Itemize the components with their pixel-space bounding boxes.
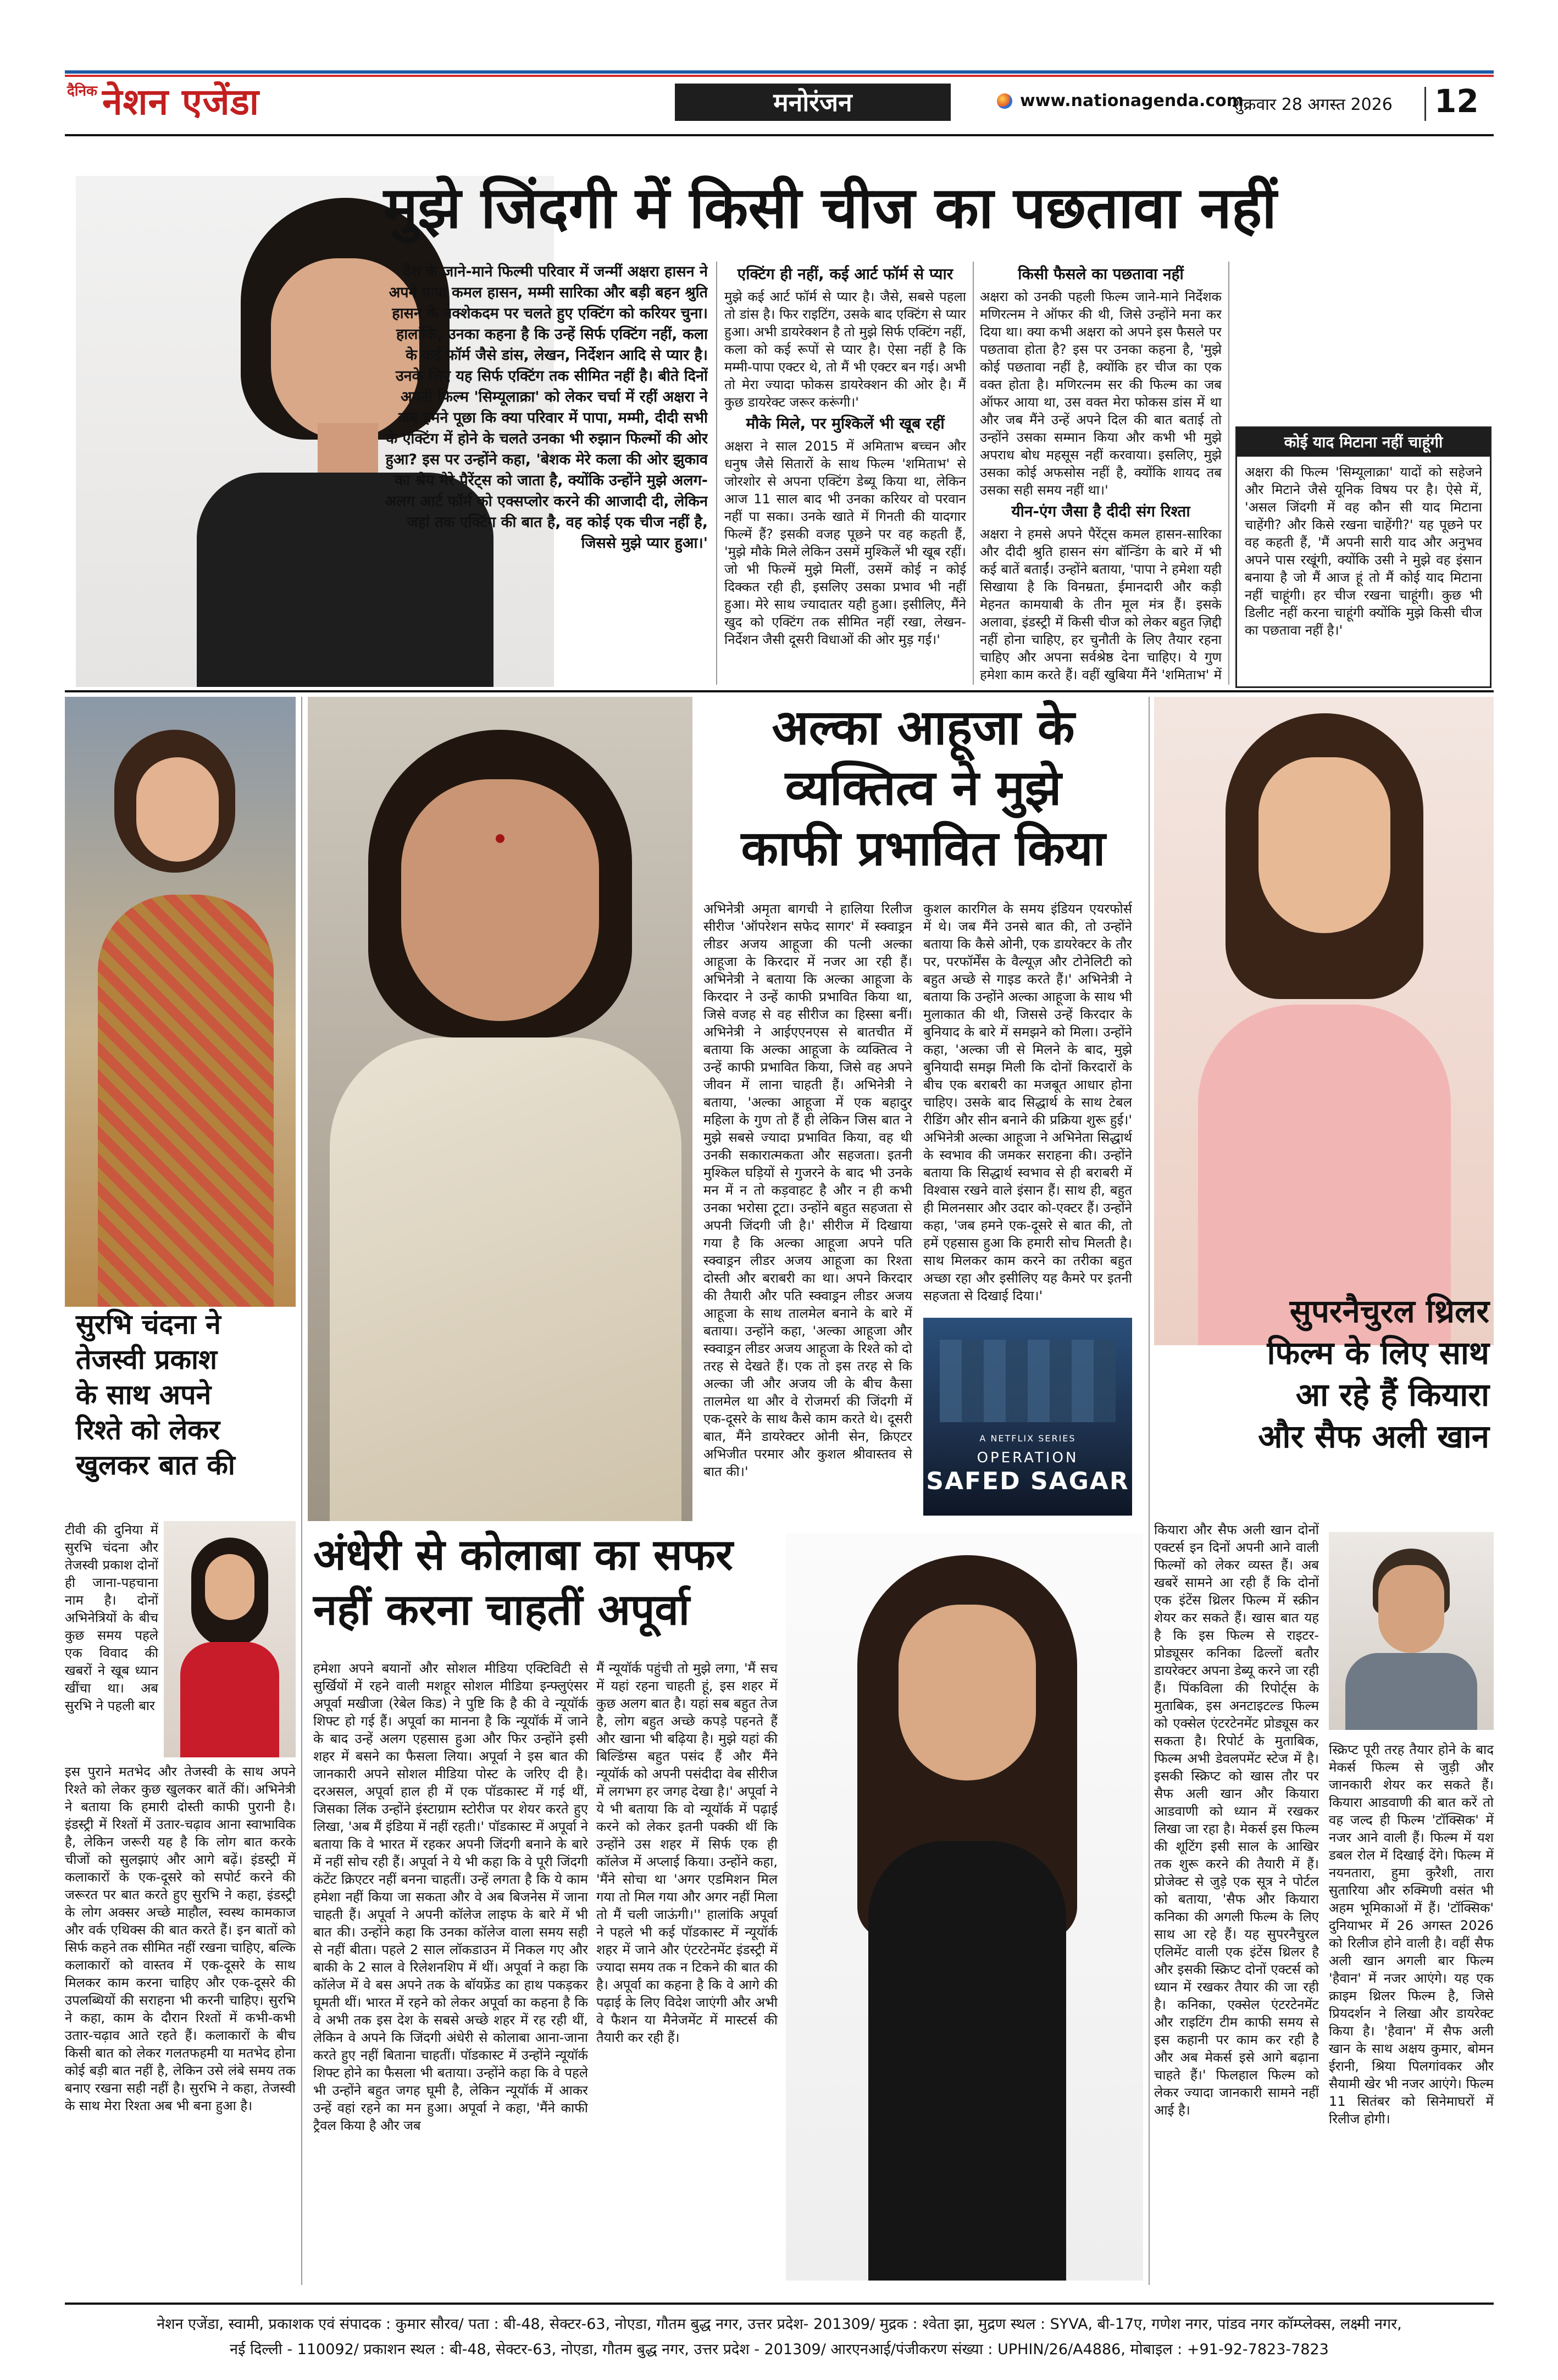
alka-headline bbox=[703, 697, 1143, 878]
surbhi-col-intro bbox=[65, 1521, 158, 1752]
subhead: यीन-एंग जैसा है दीदी संग रिश्ता bbox=[1011, 502, 1190, 520]
akshara-intro-text: देश के जाने-माने फिल्मी परिवार में जन्मीं अक्षरा हासन ने अपने पापा कमल हासन, मम्मी सारिका और बड़ी बहन श्रुति हासन के नक्शेकदम पर चलते हुए एक्टिंग को करियर चुना। हालांकि, उनका कहना है कि उन्हें सिर्फ एक्टिंग नहीं, कला के कई फॉर्म जैसे डांस, लेखन, निर्देशन आदि से प्यार है। उनके लिए यह सिर्फ एक्टिंग तक सीमित नहीं है। बीते दिनों अपनी फिल्म 'सिम्यूलाक्रा' को लेकर चर्चा में रहीं अक्षरा ने जब हमने पूछा कि क्या परिवार में पापा, मम्मी, दीदी सभी के एक्टिंग में होने के चलते उनका भी रुझान फिल्मों की ओर हुआ? इस पर उन्होंने कहा, 'बेशक मेरे कला की ओर झुकाव का श्रेय मेरे पैरेंट्स को जाता है, क्योंकि उन्होंने मुझे अलग-अलग आर्ट फॉर्म को एक्सप्लोर करने की आजादी दी, लेकिन जहां तक एक्टिंग की बात है, वह कोई एक चीज नहीं है, जिससे मुझे प्यार हुआ।' bbox=[385, 263, 708, 552]
story-alka bbox=[308, 697, 1143, 1521]
photo-saree bbox=[330, 1038, 681, 1521]
body-text: अक्षरा ने साल 2015 में अमिताभ बच्चन और धनुष जैसे सितारों के साथ फिल्म 'शमिताभ' से जोरशोर से अपना एक्टिंग डेब्यू किया था, लेकिन आज 11 साल बाद भी उनका करियर वो परवान नहीं पा सका। उनके खाते में गिनती की यादगार फिल्में हैं? इसकी वजह पूछने पर वह कहती हैं, 'मुझे मौके मिले लेकिन उसमें मुश्किलें भी खूब रहीं। जो भी फिल्में मुझे मिलीं, उसमें कोई न कोई दिक्कत रही ही, इसलिए उसका प्रभाव भी नहीं हुआ। मेरे साथ ज्यादातर यही हुआ। इसीलिए, मैंने खुद को एक्टिंग तक सीमित नहीं रखा, लेखन-निर्देशन जैसी दूसरी विधाओं की ओर मुड़ गई।' bbox=[724, 439, 966, 647]
section-label bbox=[675, 84, 951, 121]
column-rule bbox=[716, 262, 717, 685]
column-rule bbox=[973, 262, 974, 685]
memory-box-body bbox=[1245, 463, 1482, 681]
body-text: टीवी की दुनिया में सुरभि चंदना और तेजस्वी प्रकाश दोनों ही जाना-पहचाना नाम है। दोनों अभिनेत्रियों के बीच कुछ समय पहले एक विवाद की खबरों ने खूब ध्यान खींचा था। अब सुरभि ने पहली बार bbox=[65, 1522, 158, 1713]
globe-icon bbox=[997, 93, 1012, 109]
body-text: इस पुराने मतभेद और तेजस्वी के साथ अपने रिश्ते को लेकर कुछ खुलकर बातें कीं। अभिनेत्री ने बताया कि हमारी दोस्ती काफी पुरानी है। इंडस्ट्री में रिश्तों में उतार-चढ़ाव आना स्वाभाविक है, लेकिन जरूरी यह है कि लोग बात करके चीजों को सुलझाएं और आगे बढ़ें। इंडस्ट्री में कलाकारों के एक-दूसरे को सपोर्ट करने की जरूरत पर बात करते हुए सुरभि ने कहा, इंडस्ट्री के लोग अक्सर अच्छे माहौल, स्वस्थ कामकाज और वर्क एथिक्स की बात करते हैं। इन बातों को सिर्फ कहने तक सीमित नहीं रखना चाहिए, बल्कि कलाकारों को वास्तव में एक-दूसरे के साथ मिलकर काम करना चाहिए और एक-दूसरे की उपलब्धियों की सराहना भी करनी चाहिए। सुरभि ने कहा, काम के दौरान रिश्तों में कभी-कभी उतार-चढ़ाव आते रहते हैं। कलाकारों के बीच किसी बात को लेकर गलतफहमी या मतभेद होना कोई बड़ी बात नहीं है, लेकिन उसे लंबे समय तक बनाए रखना सही नहीं है। सुरभि ने कहा, तेजस्वी के साथ मेरा रिश्ता अब भी बना हुआ है। bbox=[65, 1764, 296, 2113]
imprint-line-2: नई दिल्ली - 110092/ प्रकाशन स्थल : बी-48, सेक्टर-63, नोएडा, गौतम बुद्ध नगर, उत्तर प्रदेश - 201309/ आरएनआई/पंजीकरण संख्या : UPHIN/26/A4886, मोबाइल : +91-92-7823-7823 bbox=[230, 2341, 1329, 2358]
amruta-photo bbox=[308, 697, 692, 1521]
poster-title-line2: SAFED SAGAR bbox=[926, 1467, 1129, 1495]
poster-title-line1: OPERATION bbox=[977, 1450, 1079, 1466]
photo-dress bbox=[98, 895, 274, 1307]
photo-face bbox=[899, 1605, 1036, 1780]
surbhi-col-body bbox=[65, 1763, 296, 2279]
memory-box bbox=[1235, 426, 1492, 688]
headline-line: नहीं करना चाहतीं अपूर्वा bbox=[313, 1585, 690, 1635]
story-akshara bbox=[65, 165, 1494, 692]
body-text: अक्षरा को उनकी पहली फिल्म जाने-माने निर्देशक मणिरत्नम ने ऑफर की थी, जिसे उन्होंने मना कर दिया था। क्या कभी अक्षरा को अपने इस फैसले पर पछतावा होता है? इस पर उनका कहना है, 'मुझे कोई पछतावा नहीं है, क्योंकि हर चीज का एक वक्त होता है। मणिरत्नम सर की फिल्म का जब ऑफर आया था, उस वक्त मेरा फोकस डांस में था और जब मैंने उन्हें अपने दिल की बात बताई तो उन्होंने उसका सम्मान किया और कभी भी मुझे अपराध बोध महसूस नहीं करवाया। इसलिए, मुझे उसका कोई अफसोस नहीं है, क्योंकि शायद तब उसका सही समय नहीं था।' bbox=[980, 289, 1222, 498]
headline-line: के साथ अपने bbox=[76, 1378, 212, 1411]
story-kiara bbox=[1154, 697, 1494, 2290]
subhead: एक्टिंग ही नहीं, कई आर्ट फॉर्म से प्यार bbox=[737, 265, 953, 283]
photo-face bbox=[136, 757, 219, 862]
photo-top bbox=[868, 1841, 1066, 2281]
headline-line: सुपरनैचुरल थ्रिलर bbox=[1289, 1292, 1489, 1330]
subhead: किसी फैसले का पछतावा नहीं bbox=[1018, 265, 1184, 283]
body-text: मैं न्यूयॉर्क पहुंची तो मुझे लगा, 'मैं सच में यहां रहना चाहती हूं, इस शहर में कुछ अलग बात है। यहां सब बहुत तेज है, लोग बहुत अच्छे कपड़े पहनते हैं और खाना भी बढ़िया है। मुझे यहां की बिल्डिंग्स बहुत पसंद हैं और मैंने न्यूयॉर्क को अपनी पसंदीदा वेब सीरीज में लगभग हर जगह देखा है।' अपूर्वा ने ये भी बताया कि वो न्यूयॉर्क में पढ़ाई करने को लेकर इतनी पक्की थीं कि उन्होंने उस शहर में सिर्फ एक ही कॉलेज में अप्लाई किया। उन्होंने कहा, 'मैंने सोचा था 'अगर एडमिशन मिल गया तो मिल गया और अगर नहीं मिला तो मैं चली जाऊंगी।'' हालांकि अपूर्वा ने पहले भी कई पॉडकास्ट में न्यूयॉर्क शहर में जाने और एंटरटेनमेंट इंडस्ट्री में ज्यादा समय तक न टिकने की बात की है। अपूर्वा का कहना है कि वे आगे की पढ़ाई के लिए विदेश जाएंगी और अभी वे फैशन या मैनेजमेंट में मास्टर्स की तैयारी कर रही हैं। bbox=[596, 1661, 778, 2045]
headline-line: तेजस्वी प्रकाश bbox=[76, 1343, 218, 1375]
headline-line: फिल्म के लिए साथ bbox=[1267, 1334, 1489, 1372]
brand-small: दैनिक bbox=[67, 83, 97, 99]
subhead: मौके मिले, पर मुश्किलें भी खूब रहीं bbox=[746, 414, 945, 432]
photo-face bbox=[401, 779, 599, 1021]
photo-shirt bbox=[1345, 1653, 1477, 1730]
akshara-intro bbox=[384, 262, 708, 685]
alka-col1 bbox=[703, 900, 912, 1516]
photo-dress bbox=[180, 1642, 279, 1757]
tejasswi-photo bbox=[164, 1521, 296, 1757]
poster-cast bbox=[940, 1340, 1116, 1422]
memory-box-title: कोई याद मिटाना नहीं चाहूंगी bbox=[1237, 428, 1490, 457]
headline-line: रिश्ते को लेकर bbox=[76, 1413, 220, 1446]
headline-line: खुलकर बात की bbox=[76, 1449, 235, 1481]
surbhi-headline bbox=[76, 1307, 296, 1483]
issue-date: शुक्रवार 28 अगस्त 2026 bbox=[1232, 95, 1393, 114]
kiara-headline bbox=[1160, 1290, 1489, 1457]
masthead-bottom-rule bbox=[65, 134, 1494, 136]
akshara-headline: मुझे जिंदगी में किसी चीज का पछतावा नहीं bbox=[384, 174, 1277, 241]
photo-face bbox=[205, 1554, 254, 1620]
column-rule bbox=[1149, 697, 1150, 2285]
story-surbhi bbox=[65, 697, 296, 2290]
kiara-col1 bbox=[1154, 1521, 1319, 2279]
headline-line: अंधेरी से कोलाबा का सफर bbox=[313, 1530, 733, 1580]
story-apoorva bbox=[308, 1528, 1143, 2292]
apoorva-photo bbox=[786, 1533, 1143, 2281]
headline-line: व्यक्तित्व ने मुझे bbox=[785, 759, 1062, 816]
body-text: अभिनेत्री अमृता बागची ने हालिया रिलीज सीरीज 'ऑपरेशन सफेद सागर' में स्क्वाड्रन लीडर अजय आहूजा की पत्नी अल्का आहूजा के किरदार में नजर आ रही हैं। अभिनेत्री ने बताया कि अल्का आहूजा के किरदार ने उन्हें काफी प्रभावित किया था, जिसे वजह से वह सीरीज का हिस्सा बनीं। अभिनेत्री ने आईएएनएस से बातचीत में बताया कि अल्का आहूजा के व्यक्तित्व ने उन्हें काफी प्रभावित किया, जिसे वह अपने जीवन में लाना चाहती हैं। अभिनेत्री ने बताया, 'अल्का आहूजा में एक बहादुर महिला के गुण तो हैं ही लेकिन जिस बात ने मुझे सबसे ज्यादा प्रभावित किया, वह थी उनकी सकारात्मकता और सहजता। इतनी मुश्किल घड़ियों से गुजरने के बाद भी उनके मन में न तो कड़वाहट है और न ही कभी उनका भरोसा टूटा। उन्होंने बहुत सहजता से अपनी जिंदगी जी है।' सीरीज में दिखाया गया है कि अल्का आहूजा अपने पति स्क्वाड्रन लीडर अजय आहूजा का रिश्ता दोस्ती और बराबरी का था। अपने किरदार की तैयारी और पति स्क्वाड्रन लीडर अजय आहूजा के साथ तालमेल बनाने के बारे में बताया। उन्होंने कहा, 'अल्का आहूजा और स्क्वाड्रन लीडर अजय आहूजा के रिश्ते को दो तरह से देखते हैं। एक तो इस तरह से कि अल्का जी और अजय जी के बीच कैसा तालमेल था और वे रोजमर्रा की जिंदगी में एक-दूसरे के साथ कैसे काम करते थे। दूसरी बात, मैंने डायरेक्टर ओनी सेन, क्रिएटर अभिजीत परमार और कुशल श्रीवास्तव से बात की।' bbox=[703, 901, 912, 1479]
headline-line: आ रहे हैं कियारा bbox=[1295, 1376, 1489, 1413]
surbhi-photo bbox=[65, 697, 296, 1307]
photo-bindi bbox=[496, 834, 504, 843]
column-rule bbox=[301, 697, 302, 2285]
body-text: कुशल कारगिल के समय इंडियन एयरफोर्स में थे। जब मैंने उनसे बात की, तो उन्होंने बताया कि कैसे ओनी, एक डायरेक्टर के तौर पर, परफॉर्मेंस के वैल्यूज़ और टोनेलिटी को बहुत अच्छे से गाइड करते हैं।' अभिनेत्री ने बताया कि उन्होंने अल्का आहूजा के साथ भी मुलाकात की थी, जिससे उन्हें किरदार के बुनियाद के बारे में समझने को मिला। उन्होंने कहा, 'अल्का जी से मिलने के बाद, मुझे बुनियादी समझ मिली कि दोनों किरदारों के बीच एक बराबरी का मजबूत आधार होना चाहिए। उसके बाद सिद्धार्थ के साथ टेबल रीडिंग और सीन बनाने की प्रक्रिया शुरू हुई।' अभिनेत्री अल्का आहूजा ने अभिनेता सिद्धार्थ के स्वभाव की जमकर सराहना की। उन्होंने बताया कि सिद्धार्थ स्वभाव से ही बराबरी में विश्वास रखने वाले इंसान हैं। साथ ही, बहुत ही मिलनसार और उदार को-एक्टर हैं। उन्होंने कहा, 'जब हमने एक-दूसरे से बात की, तो हमें एहसास हुआ कि हमारी सोच मिलती है। साथ मिलकर काम करने का तरीका बहुत अच्छा रहा और इसीलिए यह कैमरे पर इतनी सहजता से दिखाई दिया।' bbox=[923, 901, 1132, 1303]
body-text: कियारा और सैफ अली खान दोनों एक्टर्स इन दिनों अपनी आने वाली फिल्मों को लेकर व्यस्त हैं। अब खबरें सामने आ रही हैं कि दोनों एक इंटेंस थ्रिलर फिल्म में स्क्रीन शेयर कर सकते हैं। खास बात यह है कि इस फिल्म से राइटर-प्रोड्यूसर कनिका ढिल्लों बतौर डायरेक्टर अपना डेब्यू करने जा रही हैं। पिंकविला की रिपोर्ट्स के मुताबिक, इस अनटाइटल्ड फिल्म को एक्सेल एंटरटेनमेंट प्रोड्यूस कर सकता है। रिपोर्ट के मुताबिक, फिल्म अभी डेवलपमेंट स्टेज में है। इसकी स्क्रिप्ट को खास तौर पर सैफ अली खान और कियारा आडवाणी को ध्यान में रखकर लिखा जा रहा है। मेकर्स इस फिल्म की शूटिंग इसी साल के आखिर तक शुरू करने की तैयारी में हैं। प्रोजेक्ट से जुड़े एक सूत्र ने पोर्टल को बताया, 'सैफ और कियारा कनिका की अगली फिल्म के लिए साथ आ रहे हैं। यह सुपरनैचुरल एलिमेंट वाली एक इंटेंस थ्रिलर है और इसकी स्क्रिप्ट दोनों एक्टर्स को ध्यान में रखकर तैयार की जा रही है। कनिका, एक्सेल एंटरटेनमेंट और राइटिंग टीम काफी समय से इस कहानी पर काम कर रही है और अब मेकर्स इसे आगे बढ़ाना चाहते हैं।' फिलहाल फिल्म को लेकर ज्यादा जानकारी सामने नहीं आई है। bbox=[1154, 1522, 1319, 2118]
date-divider bbox=[1424, 87, 1426, 121]
body-text: मुझे कई आर्ट फॉर्म से प्यार है। जैसे, सबसे पहला तो डांस है। फिर राइटिंग, उसके बाद एक्टिंग से प्यार हुआ। अभी डायरेक्शन है तो मुझे सिर्फ एक्टिंग नहीं, कला को कई रूपों से प्यार है। ऐसा नहीं है कि मम्मी-पापा एक्टर थे, तो मैं भी एक्टर बन गई। अभी तो मेरा ज्यादा फोकस डायरेक्शन की ओर है। मैं कुछ डायरेक्ट जरूर करूंगी।' bbox=[724, 289, 966, 410]
series-poster bbox=[923, 1318, 1132, 1516]
footer-rule bbox=[65, 2303, 1494, 2305]
headline-line: सुरभि चंदना ने bbox=[76, 1308, 221, 1340]
akshara-col3 bbox=[980, 262, 1222, 685]
saif-photo bbox=[1329, 1532, 1494, 1730]
kiara-col2 bbox=[1329, 1741, 1494, 2279]
apoorva-col2 bbox=[596, 1660, 778, 2275]
footer bbox=[65, 2303, 1494, 2368]
masthead-red-stripe bbox=[65, 75, 1494, 77]
headline-line: काफी प्रभावित किया bbox=[741, 819, 1106, 876]
story-divider bbox=[65, 690, 1494, 692]
poster-top-label: A NETFLIX SERIES bbox=[979, 1433, 1076, 1444]
masthead bbox=[0, 0, 1558, 159]
body-text: अक्षरा ने हमसे अपने पैरेंट्स कमल हासन-सारिका और दीदी श्रुति हासन संग बॉन्डिंग के बारे में भी कई बातें बताईं। उन्होंने बताया, 'पापा ने हमेशा यही सिखाया है कि विनम्रता, ईमानदारी और कड़ी मेहनत कामयाबी के तीन मूल मंत्र हैं। इसके अलावा, इंडस्ट्री में किसी चीज को लेकर बहुत ज़िद्दी नहीं होना चाहिए, हर चुनौती के लिए तैयार रहना चाहिए और अपना सर्वश्रेष्ठ देना चाहिए। ये गुण हमेशा काम करते हैं। वहीं खुबिया मैंने 'शमिताभ' में bbox=[980, 526, 1222, 683]
headline-line: और सैफ अली खान bbox=[1258, 1418, 1489, 1455]
body-text: स्क्रिप्ट पूरी तरह तैयार होने के बाद मेकर्स फिल्म से जुड़ी और जानकारी शेयर कर सकते हैं। कियारा आडवाणी की बात करें तो वह जल्द ही फिल्म 'टॉक्सिक' में नजर आने वाली हैं। फिल्म में यश डबल रोल में दिखाई देंगे। फिल्म में नयनतारा, हुमा कुरैशी, तारा सुतारिया और रुक्मिणी वसंत भी अहम भूमिकाओं में हैं। 'टॉक्सिक' दुनियाभर में 26 अगस्त 2026 को रिलीज होने वाली है। वहीं सैफ अली खान अगली बार फिल्म 'हैवान' में नजर आएंगे। यह एक क्राइम थ्रिलर फिल्म है, जिसे प्रियदर्शन ने लिखा और डायरेक्ट किया है। 'हैवान' में सैफ अली खान के साथ अक्षय कुमार, बोमन ईरानी, श्रिया पिलगांवकर और सैयामी खेर भी नजर आएंगे। फिल्म 11 सितंबर को सिनेमाघरों में रिलीज होगी। bbox=[1329, 1742, 1494, 2127]
masthead-top-stripe bbox=[65, 70, 1494, 74]
brand-logo: नेशन एजेंडा bbox=[102, 81, 259, 123]
website-link[interactable]: www.nationagenda.com bbox=[1020, 91, 1244, 110]
section-label-text: मनोरंजन bbox=[773, 87, 852, 117]
memory-box-text: अक्षरा की फिल्म 'सिम्यूलाक्रा' यादों को सहेजने और मिटाने जैसे यूनिक विषय पर है। ऐसे में, 'असल जिंदगी में वह कौन सी याद मिटाना चाहेंगी? और किसे रखना चाहेंगी?' यह पूछने पर वह कहती हैं, 'मैं अपनी सारी याद और अनुभव अपने पास रखूंगी, क्योंकि उसी ने मुझे वह इंसान बनाया है जो मैं आज हूं तो मैं कोई याद मिटाना नहीं चाहूंगी। हर चीज रखना चाहूंगी। कुछ भी डिलीट नहीं करना चाहूंगी क्योंकि मुझे किसी चीज का पछतावा नहीं है।' bbox=[1245, 464, 1482, 638]
akshara-col2 bbox=[724, 262, 966, 685]
imprint-line-1: नेशन एजेंडा, स्वामी, प्रकाशक एवं संपादक : कुमार सौरव/ पता : बी-48, सेक्टर-63, नोएडा, गौतम बुद्ध नगर, उत्तर प्रदेश- 201309/ मुद्रक : श्वेता झा, मुद्रण स्थल : SYVA, बी-17ए, गणेश नगर, पांडव नगर कॉम्प्लेक्स, लक्ष्मी नगर, bbox=[157, 2316, 1402, 2333]
alka-col2 bbox=[923, 900, 1132, 1312]
body-text: हमेशा अपने बयानों और सोशल मीडिया एक्टिविटी से सुर्खियों में रहने वाली मशहूर सोशल मीडिया इन्फ्लुएंसर अपूर्वा मखीजा (रेबेल किड) ने पुष्टि कि है की वे न्यूयॉर्क शिफ्ट हो गई हैं। अपूर्वा का मानना है कि न्यूयॉर्क में जाने के बाद उन्हें अलग एहसास हुआ और फिर उन्होंने इसी शहर में बसने का फैसला लिया। अपूर्वा ने इस बात की जानकारी अपने सोशल मीडिया पोस्ट के जरिए दी है। दरअसल, अपूर्वा हाल ही में एक पॉडकास्ट में गई थीं, जिसका लिंक उन्होंने इंस्टाग्राम स्टोरीज पर शेयर करते हुए लिखा, 'अब मैं इंडिया में नहीं रहती।' पॉडकास्ट में अपूर्वा ने बताया कि वे भारत में रहकर अपनी जिंदगी बनाने के बारे में नहीं सोच रही हैं। अपूर्वा ने ये भी कहा कि वे पूरी जिंदगी कंटेंट क्रिएटर नहीं बनना चाहतीं। उन्हें लगता है कि ये काम हमेशा नहीं किया जा सकता और वे अब बिजनेस में जाना चाहती हैं। अपूर्वा ने अपनी कॉलेज लाइफ के बारे में भी बात की। उन्होंने कहा कि उनका कॉलेज वाला समय सही से नहीं बीता। पहले 2 साल लॉकडाउन में निकल गए और बाकी के 2 साल वे रिलेशनशिप में थीं। अपूर्वा ने कहा कि कॉलेज में वे बस अपने तक के बॉयफ्रेंड का हाथ पकड़कर घूमती थीं। भारत में रहने को लेकर अपूर्वा का कहना है कि वे अभी तक इस देश के सबसे अच्छे शहर में रह रही थीं, लेकिन वे अपने कि जिंदगी अंधेरी से कोलाबा आना-जाना करते हुए नहीं बिताना चाहतीं। पॉडकास्ट में उन्होंने न्यूयॉर्क शिफ्ट होने का फैसला भी बताया। उन्होंने कहा कि वे पहले भी उन्होंने बहुत जगह घूमी है, लेकिन न्यूयॉर्क में आकर उन्हें वहां रहने का मन हुआ। अपूर्वा ने कहा, 'मैंने काफी ट्रैवल किया है और जब bbox=[313, 1661, 588, 2133]
apoorva-col1 bbox=[313, 1660, 588, 2275]
kiara-photo bbox=[1154, 697, 1494, 1345]
column-rule bbox=[1228, 262, 1229, 685]
photo-face bbox=[1378, 1565, 1444, 1653]
photo-face bbox=[1258, 757, 1390, 933]
page-number: 12 bbox=[1434, 82, 1479, 120]
headline-line: अल्का आहूजा के bbox=[772, 698, 1075, 756]
